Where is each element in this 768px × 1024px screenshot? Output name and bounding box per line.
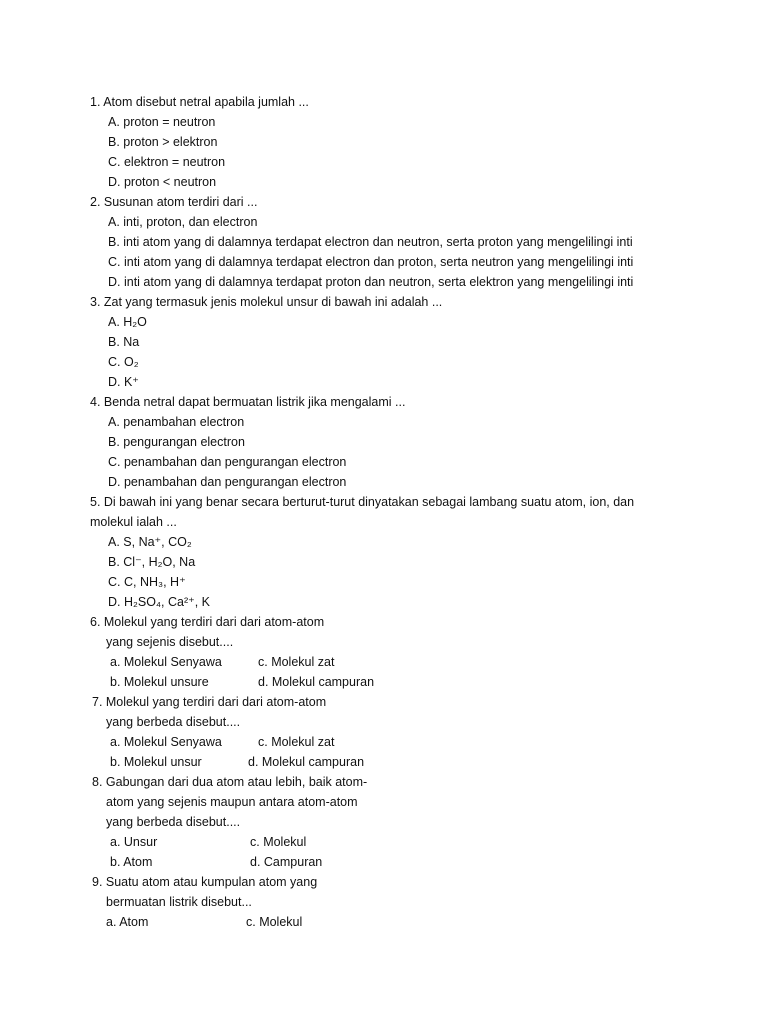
question-6-option-c: c. Molekul zat bbox=[258, 655, 335, 669]
question-4-option-c: C. penambahan dan pengurangan electron bbox=[108, 455, 347, 469]
question-3-option-d: D. K⁺ bbox=[108, 375, 139, 389]
question-5-option-b: B. Cl⁻, H₂O, Na bbox=[108, 555, 196, 569]
question-7-stem-line-1: 7. Molekul yang terdiri dari dari atom-atom bbox=[92, 695, 327, 709]
question-9-option-a: a. Atom bbox=[106, 915, 149, 929]
question-4-option-d: D. penambahan dan pengurangan electron bbox=[108, 475, 347, 489]
question-1-option-c: C. elektron = neutron bbox=[108, 155, 226, 169]
question-3-option-a: A. H₂O bbox=[108, 315, 147, 329]
question-4-stem: 4. Benda netral dapat bermuatan listrik jika mengalami ... bbox=[90, 395, 406, 409]
question-7-option-c: c. Molekul zat bbox=[258, 735, 335, 749]
question-5-option-c: C. C, NH₃, H⁺ bbox=[108, 575, 186, 589]
question-6-option-a: a. Molekul Senyawa bbox=[110, 655, 222, 669]
question-7-option-b: b. Molekul unsur bbox=[110, 755, 202, 769]
question-5-option-a: A. S, Na⁺, CO₂ bbox=[108, 535, 192, 549]
question-1-option-d: D. proton < neutron bbox=[108, 175, 217, 189]
question-5-stem-line-1: 5. Di bawah ini yang benar secara berturut-turut dinyatakan sebagai lambang suatu atom, ion, dan bbox=[90, 495, 635, 509]
question-7-stem-line-2: yang berbeda disebut.... bbox=[106, 715, 241, 729]
question-1-stem: 1. Atom disebut netral apabila jumlah ... bbox=[90, 95, 309, 109]
question-7-option-d: d. Molekul campuran bbox=[248, 755, 365, 769]
question-4-option-b: B. pengurangan electron bbox=[108, 435, 245, 449]
question-8-stem-line-1: 8. Gabungan dari dua atom atau lebih, baik atom- bbox=[92, 775, 368, 789]
question-5-option-d: D. H₂SO₄, Ca²⁺, K bbox=[108, 595, 210, 609]
question-8-stem-line-2: atom yang sejenis maupun antara atom-atom bbox=[106, 795, 358, 809]
question-2-option-d: D. inti atom yang di dalamnya terdapat proton dan neutron, serta elektron yang mengelilingi inti bbox=[108, 275, 634, 289]
question-6-option-b: b. Molekul unsure bbox=[110, 675, 209, 689]
question-9-stem-line-2: bermuatan listrik disebut... bbox=[106, 895, 252, 909]
question-2-stem: 2. Susunan atom terdiri dari ... bbox=[90, 195, 258, 209]
question-4-option-a: A. penambahan electron bbox=[108, 415, 245, 429]
question-8-option-c: c. Molekul bbox=[250, 835, 307, 849]
question-1-option-a: A. proton = neutron bbox=[108, 115, 216, 129]
question-8-stem-line-3: yang berbeda disebut.... bbox=[106, 815, 241, 829]
question-8-option-a: a. Unsur bbox=[110, 835, 158, 849]
question-1-option-b: B. proton > elektron bbox=[108, 135, 218, 149]
question-3-stem: 3. Zat yang termasuk jenis molekul unsur di bawah ini adalah ... bbox=[90, 295, 443, 309]
question-2-option-c: C. inti atom yang di dalamnya terdapat electron dan proton, serta neutron yang mengelilingi inti bbox=[108, 255, 634, 269]
question-7-option-a: a. Molekul Senyawa bbox=[110, 735, 222, 749]
question-6-option-d: d. Molekul campuran bbox=[258, 675, 375, 689]
question-6-stem-line-2: yang sejenis disebut.... bbox=[106, 635, 234, 649]
question-8-option-b: b. Atom bbox=[110, 855, 153, 869]
question-2-option-b: B. inti atom yang di dalamnya terdapat electron dan neutron, serta proton yang mengelilingi inti bbox=[108, 235, 633, 249]
question-3-option-b: B. Na bbox=[108, 335, 140, 349]
question-2-option-a: A. inti, proton, dan electron bbox=[108, 215, 258, 229]
question-6-stem-line-1: 6. Molekul yang terdiri dari dari atom-atom bbox=[90, 615, 325, 629]
question-5-stem-line-2: molekul ialah ... bbox=[90, 515, 177, 529]
question-3-option-c: C. O₂ bbox=[108, 355, 139, 369]
question-8-option-d: d. Campuran bbox=[250, 855, 323, 869]
question-9-option-c: c. Molekul bbox=[246, 915, 303, 929]
question-9-stem-line-1: 9. Suatu atom atau kumpulan atom yang bbox=[92, 875, 318, 889]
